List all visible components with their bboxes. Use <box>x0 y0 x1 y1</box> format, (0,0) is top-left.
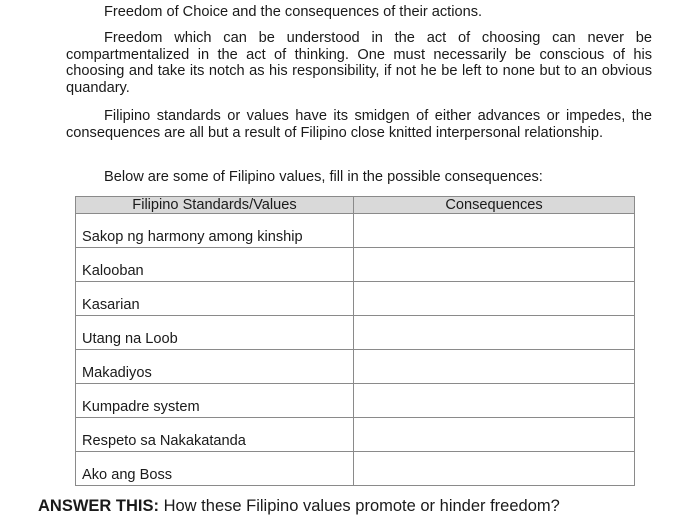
paragraph-instructions: Below are some of Filipino values, fill in the possible consequences: <box>104 169 543 185</box>
table-row <box>76 316 635 350</box>
paragraph-freedom: Freedom which can be understood in the act of choosing can never be compartmentalized in the act of thinking. One must necessarily be conscious of his choosing and take its notch as his responsibility, if not he be left to none but to an obvious quandary. <box>66 30 652 96</box>
table-row <box>76 384 635 418</box>
header-consequences: Consequences <box>354 197 635 214</box>
table-row <box>76 214 635 248</box>
value-cell: Ako ang Boss <box>76 452 354 486</box>
value-cell: Makadiyos <box>76 350 354 384</box>
consequence-cell[interactable] <box>354 418 635 452</box>
header-values: Filipino Standards/Values <box>76 197 354 214</box>
value-cell: Utang na Loob <box>76 316 354 350</box>
table-row <box>76 248 635 282</box>
answer-prompt <box>38 497 560 516</box>
table-row <box>76 282 635 316</box>
value-cell: Respeto sa Nakakatanda <box>76 418 354 452</box>
value-cell: Kumpadre system <box>76 384 354 418</box>
table-row <box>76 350 635 384</box>
consequence-cell[interactable] <box>354 316 635 350</box>
answer-question: How these Filipino values promote or hinder freedom? <box>163 497 560 515</box>
consequence-cell[interactable] <box>354 214 635 248</box>
consequence-cell[interactable] <box>354 282 635 316</box>
table-row <box>76 418 635 452</box>
paragraph-filipino-standards: Filipino standards or values have its smidgen of either advances or impedes, the consequences are all but a result of Filipino close knitted interpersonal relationship. <box>66 108 652 141</box>
section-title: Freedom of Choice and the consequences of their actions. <box>104 4 483 20</box>
value-cell: Sakop ng harmony among kinship <box>76 214 354 248</box>
table-row <box>76 452 635 486</box>
answer-label: ANSWER THIS: <box>38 497 159 515</box>
value-cell: Kalooban <box>76 248 354 282</box>
value-cell: Kasarian <box>76 282 354 316</box>
consequence-cell[interactable] <box>354 248 635 282</box>
table-header-row <box>76 197 635 214</box>
values-table <box>75 196 635 486</box>
consequence-cell[interactable] <box>354 384 635 418</box>
consequence-cell[interactable] <box>354 350 635 384</box>
consequence-cell[interactable] <box>354 452 635 486</box>
